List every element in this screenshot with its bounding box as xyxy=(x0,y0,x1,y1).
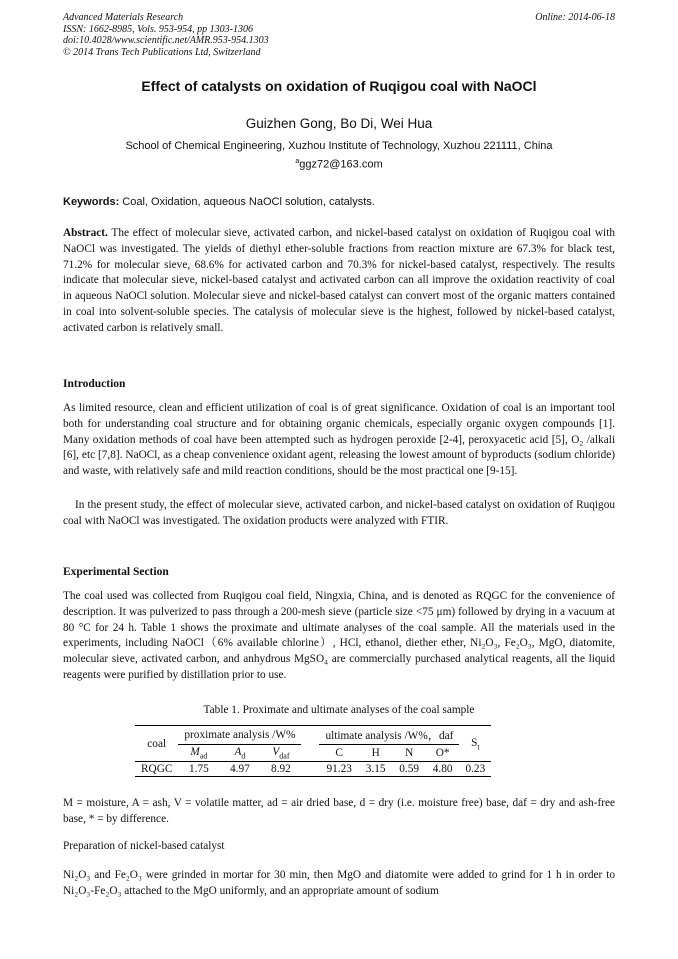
col-h: H xyxy=(371,747,380,760)
introduction-paragraph-2: In the present study, the effect of molecular sieve, activated carbon, and nickel-based catalyst on oxidation of Ruqigou coal with NaOCl was investigated. The oxidation products were analyzed with FTIR. xyxy=(63,499,615,527)
table-header-row xyxy=(135,726,491,745)
gap-cell xyxy=(301,762,319,777)
journal-name: Advanced Materials Research xyxy=(63,12,184,23)
cell-st: 0.23 xyxy=(465,763,486,776)
group-proximate: proximate analysis /W% xyxy=(178,726,301,745)
journal-header xyxy=(63,12,615,58)
abstract-text: The effect of molecular sieve, activated carbon, and nickel-based catalyst on oxidation of Ruqigou coal with NaOCl was investigated. The yields of diethyl ether-soluble fractions from reaction mixture are 67.3% for black test, 71.2% for molecular sieve, 68.6% for activated carbon and 70.3% for nickel-based catalyst, respectively. The results indicate that molecular sieve, nickel-based catalyst and activated carbon can all improve the oxidation reactivity of coal in aqueous NaOCl solution. Molecular sieve and nickel-based catalyst can convert most of the organic matters contained in coal into solvent-soluble species. The catalysis of molecular sieve is the highest, followed by nickel-based catalyst, activated carbon is relatively small. xyxy=(63,227,615,334)
paper-title: Effect of catalysts on oxidation of Ruqigou coal with NaOCl xyxy=(141,78,537,94)
introduction-heading: Introduction xyxy=(63,378,126,390)
col-st: $S_t$ xyxy=(471,736,480,751)
keywords-label: Keywords: xyxy=(63,196,120,208)
cell-c: 91.23 xyxy=(326,763,352,776)
table-subheader-row xyxy=(135,745,491,762)
affiliation: School of Chemical Engineering, Xuzhou Institute of Technology, Xuzhou 221111, China xyxy=(125,140,553,152)
table-row xyxy=(135,762,491,777)
keywords-line xyxy=(63,196,615,208)
experimental-paragraph: The coal used was collected from Ruqigou coal field, Ningxia, China, and is denoted as RQGC for the convenience of description. It was pulverized to pass through a 200-mesh sieve (particle size <75 μm) followed by drying in a vacuum at 80 °C for 24 h. Table 1 shows the proximate and ultimate analyses of the coal sample. All the materials used in the experiments, including NaOCl（6% available chlorine）, HCl, ethanol, diether ether, Ni₂O₃, Fe₂O₃, MgO, diatomite, molecular sieve, activated carbon, and anhydrous MgSO₄ are commercially purchased analytical reagents, all the liquid reagents were purified by distillation prior to use. xyxy=(63,590,615,681)
abstract-paragraph xyxy=(63,226,615,337)
issn-line: ISSN: 1662-8985, Vols. 953-954, pp 1303-1306 xyxy=(63,23,253,35)
col-mad: $M_{ad}$ xyxy=(190,746,208,761)
email-line xyxy=(0,158,678,171)
cell-mad: 1.75 xyxy=(189,763,209,776)
cell-h: 3.15 xyxy=(365,763,386,776)
col-o: O* xyxy=(435,747,450,760)
col-vdaf: $V_{daf}$ xyxy=(272,746,290,761)
doi-line: doi:10.4028/www.scientific.net/AMR.953-954.1303 xyxy=(63,35,269,47)
cell-o: 4.80 xyxy=(432,763,453,776)
copyright-line: © 2014 Trans Tech Publications Ltd, Switzerland xyxy=(63,46,261,58)
group-ultimate: ultimate analysis /W%，daf xyxy=(319,726,459,745)
keywords-text: Coal, Oxidation, aqueous NaOCl solution, catalysts. xyxy=(119,196,375,208)
gap-cell xyxy=(301,726,319,745)
table-caption: Table 1. Proximate and ultimate analyses of the coal sample xyxy=(203,704,475,716)
col-c: C xyxy=(335,747,343,760)
introduction-paragraph-1: As limited resource, clean and efficient utilization of coal is of great significance. Oxidation of coal is an important tool both for understanding coal structure and for obtaining organic chemicals, especially organic oxygen compounds [1]. Many oxidation methods of coal have been attempted such as hydrogen peroxide [2-4], peroxyacetic acid [5], O₂ /alkali [6], etc [7,8]. NaOCl, as a cheap convenience oxidant agent, releasing the lowest amount of byproducts (sodium chloride) and waste, with relatively safe and mild reaction conditions, should be the most practical one [9-15]. xyxy=(63,402,615,478)
experimental-heading: Experimental Section xyxy=(63,566,169,578)
table-note: M = moisture, A = ash, V = volatile matter, ad = air dried base, d = dry (i.e. moisture free) base, daf = dry and ash-free base, * = by difference. xyxy=(63,797,615,825)
cell-vdaf: 8.92 xyxy=(271,763,291,776)
preparation-heading: Preparation of nickel-based catalyst xyxy=(63,840,225,852)
cell-n: 0.59 xyxy=(399,763,420,776)
email-marker: a xyxy=(295,158,300,165)
gap-cell xyxy=(301,745,319,762)
preparation-paragraph: Ni₂O₃ and Fe₂O₃ were grinded in mortar for 30 min, then MgO and diatomite were added to grind for 1 h in order to Ni₂O₃-Fe₂O₃ attached to the MgO uniformly, and an appropriate amount of sodium xyxy=(63,869,615,897)
col-coal: coal xyxy=(147,737,167,750)
cell-coal: RQGC xyxy=(141,763,173,776)
author-list: Guizhen Gong, Bo Di, Wei Hua xyxy=(245,116,433,131)
abstract-label: Abstract. xyxy=(63,227,108,239)
cell-ad: 4.97 xyxy=(230,763,250,776)
col-n: N xyxy=(405,747,414,760)
analysis-table xyxy=(135,725,491,777)
online-date: Online: 2014-06-18 xyxy=(535,12,615,23)
col-ad: $A_d$ xyxy=(234,746,246,761)
email-address: ggz72@163.com xyxy=(299,158,383,171)
